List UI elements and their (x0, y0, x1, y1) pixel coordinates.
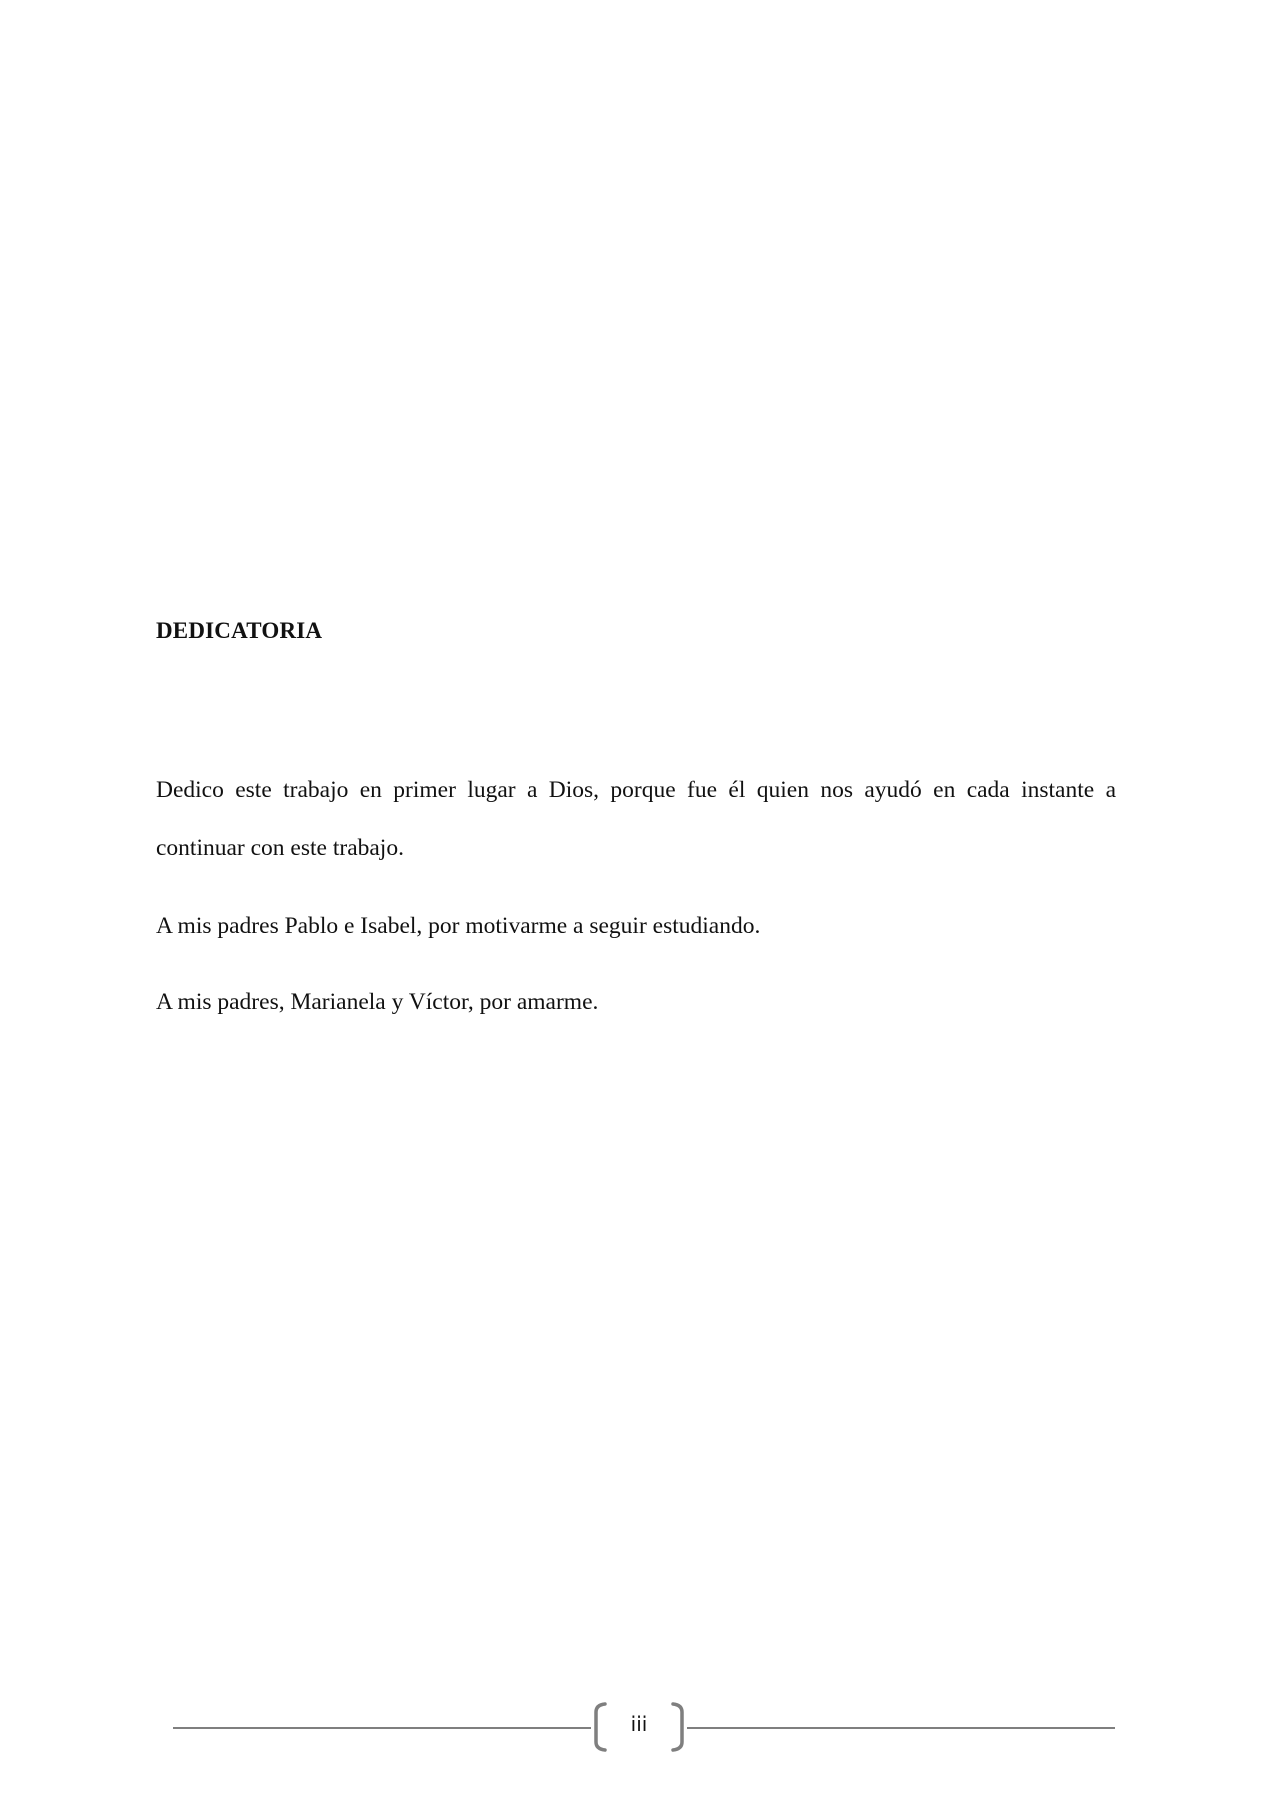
page-footer (173, 1702, 1115, 1752)
right-brace-icon (671, 1702, 687, 1752)
left-brace-icon (591, 1702, 607, 1752)
footer-rule-right (687, 1727, 1115, 1729)
page-number: iii (630, 1712, 648, 1736)
paragraph-dedication-parents: A mis padres Pablo e Isabel, por motivarme a seguir estudiando. (156, 913, 761, 939)
footer-rule-left (173, 1727, 591, 1729)
paragraph-dedication-family: A mis padres, Marianela y Víctor, por amarme. (156, 989, 599, 1015)
section-heading: DEDICATORIA (156, 618, 323, 643)
paragraph-dedication-god: Dedico este trabajo en primer lugar a Dios, porque fue él quien nos ayudó en cada instante a continuar con este trabajo. (156, 777, 1116, 861)
